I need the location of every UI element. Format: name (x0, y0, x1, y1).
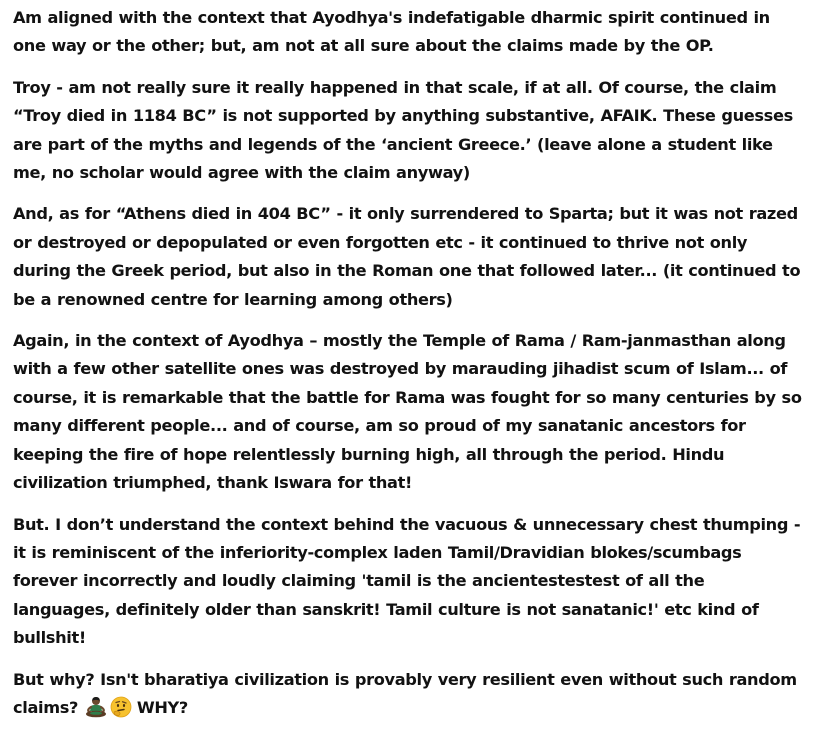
thinking-face-icon (109, 696, 133, 718)
paragraph-6 (13, 666, 803, 723)
paragraph-6-text: But why? Isn't bharatiya civilization is provably very resilient even without such random claims? (13, 669, 797, 717)
why-exclamation: WHY? (136, 697, 188, 717)
paragraph-5: But. I don’t understand the context behind the vacuous & unnecessary chest thumping - it is reminiscent of the inferiority-complex laden Tamil/Dravidian blokes/scumbags forever incorrectly and loudly claiming 'tamil is the ancientestestest of all the languages, definitely older than sanskrit! Tamil culture is not sanatanic!' etc kind of bullshit! (13, 514, 801, 648)
post-body (13, 4, 803, 735)
person-in-lotus-position-icon (84, 696, 108, 718)
paragraph-3: And, as for “Athens died in 404 BC” - it only surrendered to Sparta; but it was not razed or destroyed or depopulated or even forgotten etc - it continued to thrive not only during the Greek period, but also in the Roman one that followed later... (it continued to be a renowned centre for learning among others) (13, 204, 801, 309)
paragraph-1: Am aligned with the context that Ayodhya's indefatigable dharmic spirit continued in one way or the other; but, am not at all sure about the claims made by the OP. (13, 8, 770, 56)
paragraph-2: Troy - am not really sure it really happened in that scale, if at all. Of course, the claim “Troy died in 1184 BC” is not supported by anything substantive, AFAIK. These guesses are part of the myths and legends of the ‘ancient Greece.’ (leave alone a student like me, no scholar would agree with the claim anyway) (13, 77, 793, 183)
paragraph-4: Again, in the context of Ayodhya – mostly the Temple of Rama / Ram-janmasthan along with a few other satellite ones was destroyed by marauding jihadist scum of Islam... of course, it is remarkable that the battle for Rama was fought for so many centuries by so many different people... and of course, am so proud of my sanatanic ancestors for keeping the fire of hope relentlessly burning high, all through the period. Hindu civilization triumphed, thank Iswara for that! (13, 331, 802, 493)
